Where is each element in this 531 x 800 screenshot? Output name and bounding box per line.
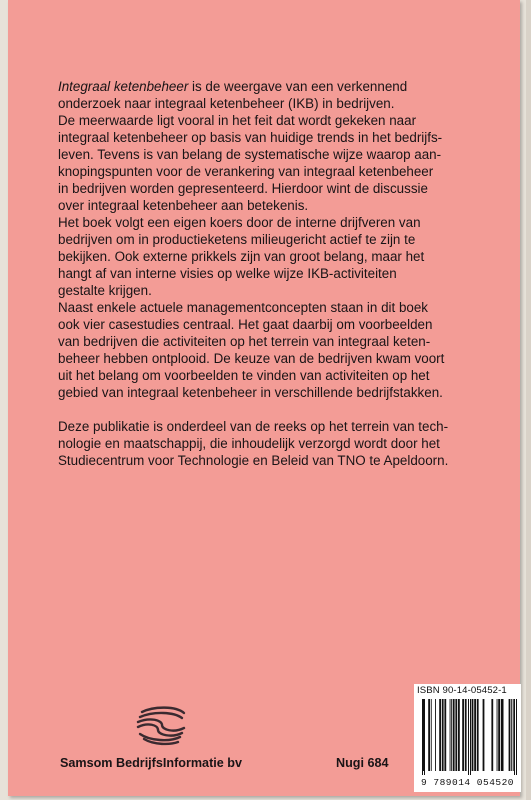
text-line: bekijken. Ook externe prikkels zijn van groot belang, maar het: [58, 249, 425, 264]
text-line: De meerwaarde ligt vooral in het feit dat wordt gekeken naar: [58, 113, 417, 128]
book-title-italic: Integraal ketenbeheer: [58, 79, 189, 94]
barcode-bar: [498, 699, 500, 771]
barcode-bar: [458, 699, 460, 771]
text-line: integraal ketenbeheer op basis van huidige trends in het bedrijfs-: [58, 130, 443, 145]
text-line: Het boek volgt een eigen koers door de interne drijfveren van: [58, 215, 421, 230]
barcode-bar: [472, 699, 474, 771]
description-first-line: [58, 78, 518, 95]
barcode-bar: [491, 699, 493, 771]
back-cover: [8, 0, 520, 796]
barcode-bar: [501, 699, 504, 771]
barcode-bar: [439, 699, 441, 771]
barcode-bar: [483, 699, 485, 771]
barcode-guard-bar: [470, 699, 471, 775]
text-line: nologie en maatschappij, die inhoudelijk verzorgd wordt door het: [58, 436, 440, 451]
text-line: knopingspunten voor de verankering van integraal ketenbeheer: [58, 164, 434, 179]
barcode-guard-bar: [514, 699, 515, 775]
barcode-guard-bar: [516, 699, 517, 775]
text-line: gestalte krijgen.: [58, 283, 152, 298]
text-line: beheer hebben ontplooid. De keuze van de bedrijven kwam voort: [58, 351, 445, 366]
barcode-bar: [435, 699, 436, 771]
barcode-guard-bar: [422, 699, 423, 775]
nugi-code: Nugi 684: [336, 756, 389, 770]
barcode-guard-bar: [424, 699, 425, 775]
text-line: over integraal ketenbeheer aan betekenis.: [58, 198, 309, 213]
first-line-rest: is de weergave van een verkennend: [188, 79, 408, 94]
barcode: [416, 699, 519, 775]
text-line: leven. Tevens is van belang de systematische wijze waarop aan-: [58, 147, 442, 162]
text-line: hangt af van interne visies op welke wijze IKB-activiteiten: [58, 266, 397, 281]
barcode-bar: [465, 699, 467, 771]
barcode-bar: [428, 699, 430, 771]
text-line: van bedrijven die activiteiten op het terrein van integraal keten-: [58, 334, 431, 349]
barcode-bar: [442, 699, 444, 771]
barcode-bar: [513, 699, 514, 771]
isbn-barcode-box: [414, 684, 521, 792]
description-lines: [58, 95, 518, 401]
barcode-bar: [444, 699, 446, 771]
text-line: in bedrijven worden gepresenteerd. Hierdoor wint de discussie: [58, 181, 428, 196]
barcode-bar: [474, 699, 476, 771]
barcode-bar: [450, 699, 451, 771]
barcode-number: 9 789014 054520: [420, 777, 514, 788]
text-line: uit het belang om voorbeelden te vinden van activiteiten op het: [58, 368, 430, 383]
text-line: ook vier casestudies centraal. Het gaat daarbij om voorbeelden: [58, 317, 433, 332]
text-line: Studiecentrum voor Technologie en Beleid van TNO te Apeldoorn.: [58, 453, 449, 468]
barcode-bar: [497, 699, 498, 771]
barcode-bar: [451, 699, 452, 771]
barcode-bar: [453, 699, 455, 771]
barcode-bar: [509, 699, 511, 771]
samsom-logo-icon: [132, 704, 190, 751]
isbn-number: ISBN 90-14-05452-1: [417, 685, 507, 696]
barcode-bar: [462, 699, 464, 771]
description-text: [58, 78, 518, 469]
text-line: onderzoek naar integraal ketenbeheer (IKB) in bedrijven.: [58, 96, 395, 111]
barcode-bar: [455, 699, 457, 771]
page-edge: [526, 0, 531, 800]
text-line: Naast enkele actuele managementconcepten staan in dit boek: [58, 300, 428, 315]
barcode-bar: [511, 699, 512, 771]
text-line: gebied van integraal ketenbeheer in verschillende bedrijfstakken.: [58, 385, 443, 400]
barcode-bar: [431, 699, 432, 771]
series-note: [58, 418, 518, 469]
publisher-name: Samsom BedrijfsInformatie bv: [60, 756, 242, 770]
text-line: Deze publikatie is onderdeel van de reeks op het terrein van tech-: [58, 419, 449, 434]
text-line: bedrijven om in productieketens milieugericht actief te zijn te: [58, 232, 416, 247]
barcode-guard-bar: [468, 699, 469, 775]
barcode-bar: [477, 699, 479, 771]
